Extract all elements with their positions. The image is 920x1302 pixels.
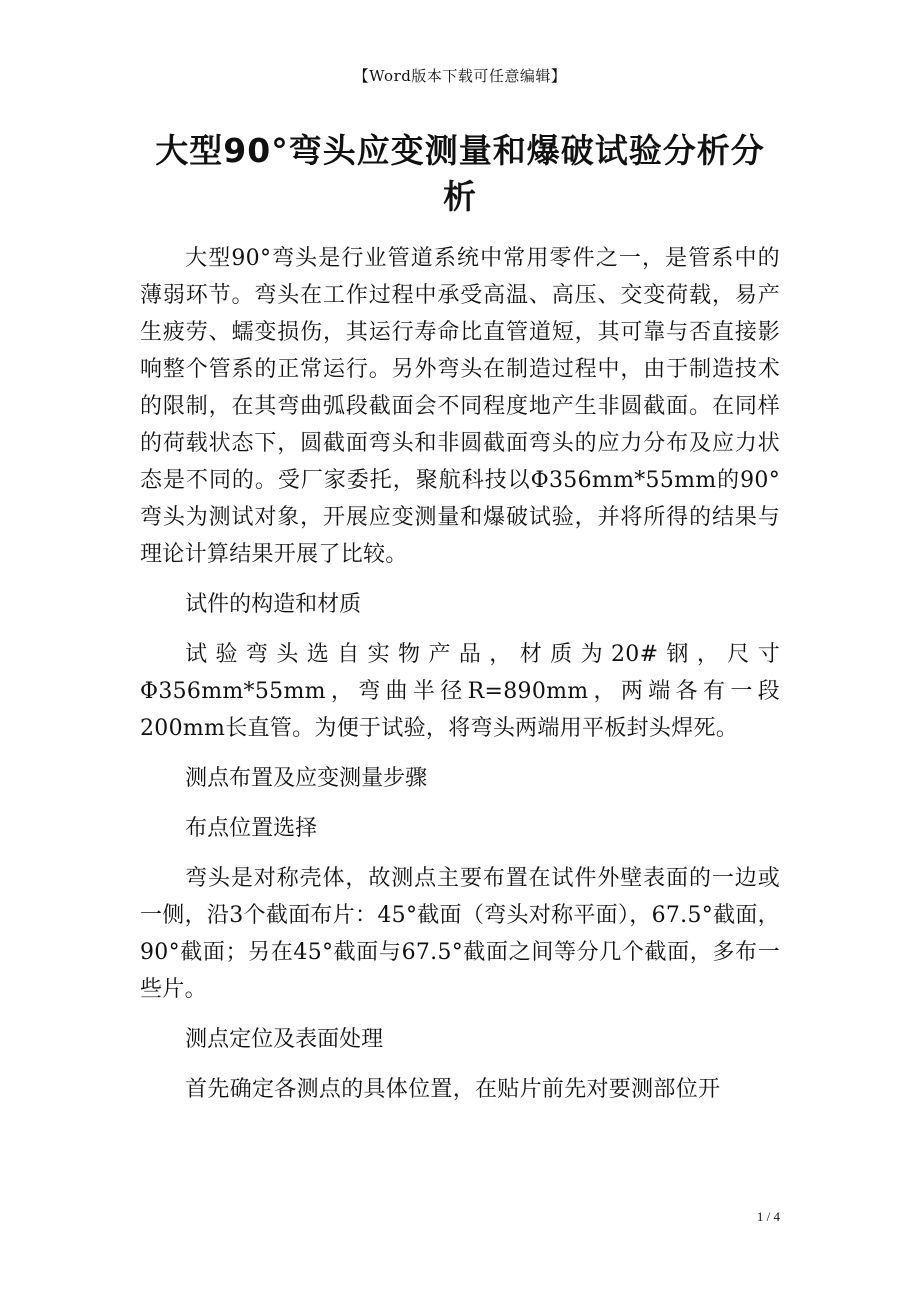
location-paragraph: 弯头是对称壳体，故测点主要布置在试件外壁表面的一边或一侧，沿3个截面布片：45°截面（弯头对称平面），67.5°截面，90°截面；另在45°截面与67.5°截面之间等分几个截面，多布一些片。 (140, 866, 780, 1002)
document-header: 【Word版本下载可任意编辑】 (353, 67, 567, 85)
document-body (140, 240, 780, 1121)
document-title: 大型90°弯头应变测量和爆破试验分析分析 (155, 131, 765, 216)
subsection-heading-location: 布点位置选择 (185, 816, 318, 841)
page-number: 1 / 4 (756, 1209, 780, 1224)
subsection-heading-surface: 测点定位及表面处理 (185, 1027, 384, 1052)
section-heading-measurement: 测点布置及应变测量步骤 (185, 766, 428, 791)
intro-paragraph: 大型90°弯头是行业管道系统中常用零件之一，是管系中的薄弱环节。弯头在工作过程中承受高温、高压、交变荷载，易产生疲劳、蠕变损伤，其运行寿命比直管道短，其可靠与否直接影响整个管系的正常运行。另外弯头在制造过程中，由于制造技术的限制，在其弯曲弧段截面会不同程度地产生非圆截面。在同样的荷载状态下，圆截面弯头和非圆截面弯头的应力分布及应力状态是不同的。受厂家委托，聚航科技以Φ356mm*55mm的90°弯头为测试对象，开展应变测量和爆破试验，并将所得的结果与理论计算结果开展了比较。 (140, 246, 780, 567)
surface-paragraph: 首先确定各测点的具体位置，在贴片前先对要测部位开 (185, 1077, 721, 1102)
section-heading-specimen: 试件的构造和材质 (185, 592, 362, 617)
specimen-paragraph: 试验弯头选自实物产品，材质为20#钢，尺寸Φ356mm*55mm，弯曲半径R=890mm，两端各有一段200mm长直管。为便于试验，将弯头两端用平板封头焊死。 (140, 642, 780, 741)
